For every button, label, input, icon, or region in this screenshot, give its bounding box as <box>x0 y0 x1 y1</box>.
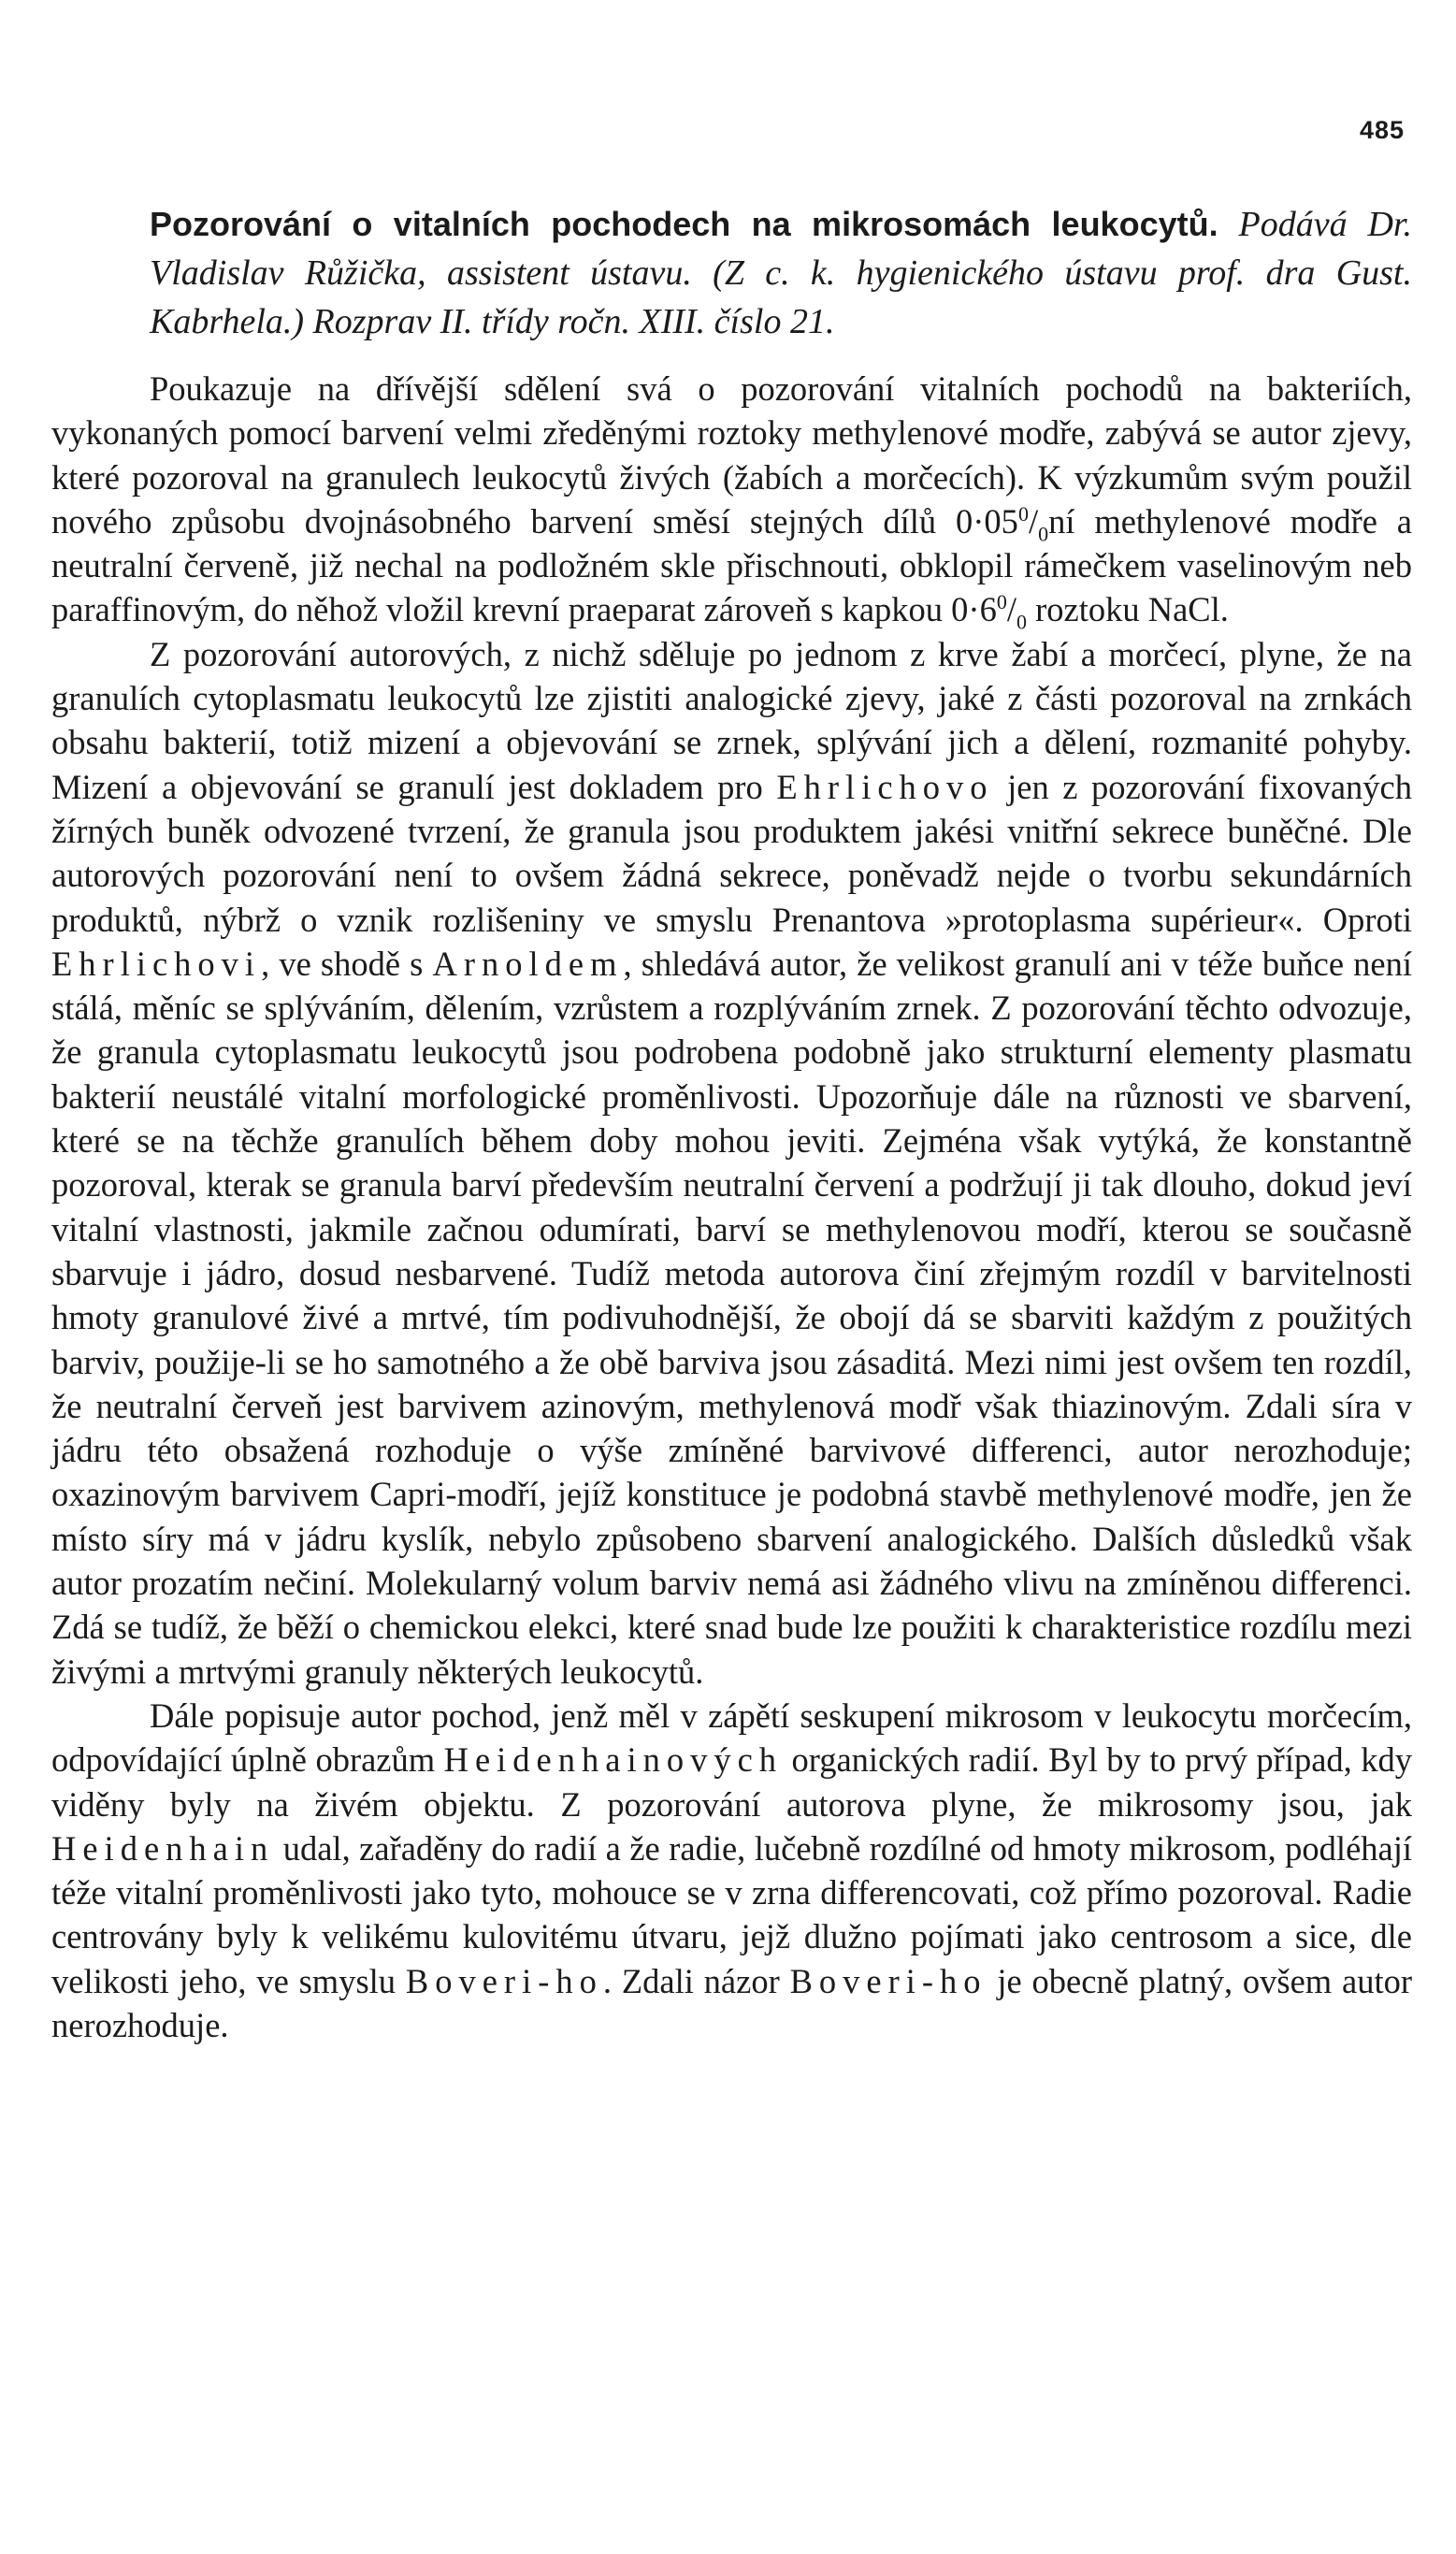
article-byline: Podává Dr. Vladislav Růžička, assistent ústavu. (Z c. k. hygienického ústavu prof. dra Gust. Kabrhela.) Rozprav II. třídy ročn. XIII. číslo 21. <box>150 205 1412 341</box>
paragraph-3-text-d: . Zdali názor <box>602 1961 790 2000</box>
paragraph-3-text-e: je obecně platný, ovšem autor nerozhoduje. <box>51 1961 1413 2044</box>
author-name-heidenhain: Heidenhain <box>51 1828 275 1868</box>
percent-subscript: 0 <box>1038 522 1049 546</box>
paragraph-2 <box>51 632 1412 1694</box>
paragraph-3-text-b: organických radií. Byl by to prvý případ, kdy viděny byly na živém objektu. Z pozorování autorova plyne, že mikrosomy jsou, jak <box>51 1740 1412 1824</box>
paragraph-2-text-c: , ve shodě s <box>261 944 433 983</box>
author-name-boveri: Boveri-ho <box>789 1961 987 2000</box>
author-name-ehrlich: Ehrlichovi <box>51 944 262 983</box>
percent-superscript: 0 <box>1017 501 1029 526</box>
paragraph-3-text-c: udal, zařaděny do radií a že radie, lučebně rozdílné od hmoty mikrosom, podléhají téže vitalní proměnlivosti jako tyto, mohouce se v zrna differencovati, což přímo pozoroval. Radie centrovány byly k velikému kulovitému útvaru, jejž dlužno pojímati jako centrosom a sice, dle velikosti jeho, ve smyslu <box>51 1828 1412 2000</box>
percent-subscript: 0 <box>1016 610 1027 634</box>
paragraph-3-text-a: Dále popisuje autor pochod, jenž měl v zápětí seskupení mikrosom v leukocytu morčecím, odpovídající úplně obrazům <box>51 1695 1412 1780</box>
article-heading <box>150 200 1412 346</box>
paragraph-1: Poukazuje na dřívější sdělení svá o pozorování vitalních pochodů na bakteriích, vykonaných pomocí barvení velmi zředěnými roztoky methylenové modře, zabývá se autor zjevy, které pozoroval na granulech leukocytů živých (žabích a morčecích). K výzkumům svým použil nového způsobu dvojnásobného barvení směsí stejných dílů $0\cdot 05^0/_0ní$ methylenové modře a neutralní červeně, již nechal na podložném skle přischnouti, obklopil rámečkem vaselinovým neb paraffinovým, do něhož vložil krevní praeparat zároveň s kapkou $0\cdot 6^0/_0$ roztoku NaCl. <box>51 369 1412 634</box>
percent-superscript: 0 <box>996 590 1007 614</box>
author-name-arnold: Arnoldem <box>432 944 624 983</box>
author-name-heidenhain: Heidenhainových <box>443 1740 784 1780</box>
article-title: Pozorování o vitalních pochodech na mikrosomách leukocytů. <box>150 205 1218 243</box>
paragraph-2-text-b: jen z pozorování fixovaných žírných buněk odvozené tvrzení, že granula jsou produktem jakési vnitřní sekrece buněčné. Dle autorových pozorování není to ovšem žádná sekrece, poněvadž nejde o tvorbu sekundárních produktů, nýbrž o vznik rozlišeniny ve smyslu Prenantova »protoplasma supérieur«. Oproti <box>51 767 1412 939</box>
paragraph-2-text-a: Z pozorování autorových, z nichž sděluje po jednom z krve žabí a morčecí, plyne, že na granulích cytoplasmatu leukocytů lze zjistiti analogické zjevy, jaké z části pozoroval na zrnkách obsahu bakterií, totiž mizení a objevování se zrnek, splývání jich a dělení, rozmanité pohyby. Mizení a objevování se granulí jest dokladem pro <box>51 634 1412 806</box>
paragraph-1-text-c: roztoku NaCl. <box>1026 590 1229 629</box>
article-body <box>51 367 1412 2047</box>
author-name-ehrlich: Ehrlichovo <box>776 767 994 806</box>
paragraph-2-text-d: , shledává autor, že velikost granulí ani v téže buňce není stálá, měníc se splýváním, dělením, vzrůstem a rozplýváním zrnek. Z pozorování těchto odvozuje, že granula cytoplasmatu leukocytů jsou podrobena podobně jako strukturní elementy plasmatu bakterií neustálé vitalní morfologické proměnlivosti. Upozorňuje dále na různosti ve sbarvení, které se na těchže granulích během doby mohou jeviti. Zejména však vytýká, že konstantně pozoroval, kterak se granula barví především neutralní červení a podržují ji tak dlouho, dokud jeví vitalní vlastnosti, jakmile začnou odumírati, barví se methylenovou modří, kterou se současně sbarvuje i jádro, dosud nesbarvené. Tudíž metoda autorova činí zřejmým rozdíl v barvitelnosti hmoty granulové živé a mrtvé, tím podivuhodnější, že obojí dá se sbarviti každým z použitých barviv, použije-li se ho samotného a že obě barviva jsou zásaditá. Mezi nimi jest ovšem ten rozdíl, že neutralní červeň jest barvivem azinovým, methylenová modř však thiazinovým. Zdali síra v jádru této obsažená rozhoduje o výše zmíněné barvivové differenci, autor nerozhoduje; oxazinovým barvivem Capri-modří, jejíž konstituce je podobná stavbě methylenové modře, jen že místo síry má v jádru kyslík, nebylo způsobeno sbarvení analogického. Dalších důsledků však autor prozatím nečiní. Molekularný volum barviv nemá asi žádného vlivu na zmíněnou differenci. Zdá se tudíž, že běží o chemickou elekci, které snad bude lze použiti k charakteristice rozdílu mezi živými a mrtvými granuly některých leukocytů. <box>51 944 1412 1691</box>
author-name-boveri: Boveri-ho <box>405 1961 603 2000</box>
paragraph-1-text-a: Poukazuje na dřívější sdělení svá o pozorování vitalních pochodů na bakteriích, vykonaných pomocí barvení velmi zředěnými roztoky methylenové modře, zabývá se autor zjevy, které pozoroval na granulech leukocytů živých (žabích a morčecích). K výzkumům svým použil nového způsobu dvojnásobného barvení směsí stejných dílů 0·05 <box>51 369 1412 541</box>
page-number: 485 <box>1359 116 1405 144</box>
paragraph-3 <box>51 1694 1412 2047</box>
paragraph-1-text-b: ní methylenové modře a neutralní červeně, již nechal na podložném skle přischnouti, obklopil rámečkem vaselinovým neb paraffinovým, do něhož vložil krevní praeparat zároveň s kapkou 0·6 <box>51 501 1412 629</box>
